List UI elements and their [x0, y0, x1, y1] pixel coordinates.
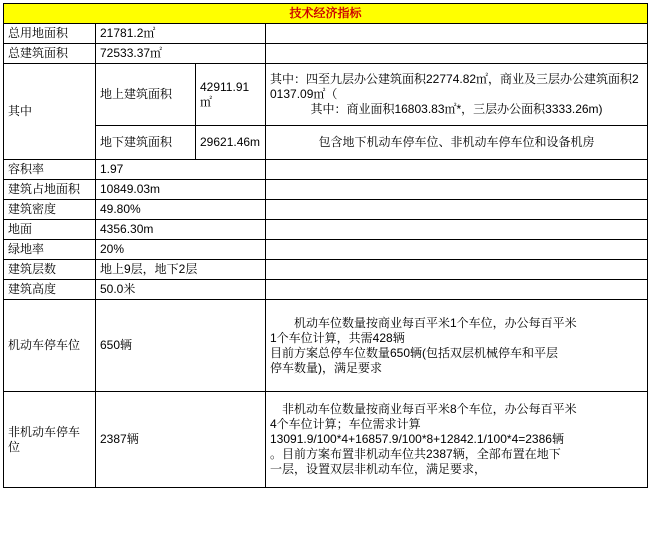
bike-parking-note-line-3: 13091.9/100*4+16857.9/100*8+12842.1/100*4=2386辆: [270, 432, 564, 446]
car-parking-note: [266, 300, 648, 392]
building-floors-note: [266, 260, 648, 280]
car-parking-value: 650辆: [96, 300, 266, 392]
above-ground-area-label: 地上建筑面积: [96, 64, 196, 126]
table-row: [4, 126, 648, 160]
below-ground-area-value: 29621.46m: [196, 126, 266, 160]
bike-parking-note-line-5: 一层，设置双层非机动车位，满足要求，: [270, 462, 487, 476]
ground-area-note: [266, 220, 648, 240]
above-ground-note-line-1: 其中：四至九层办公建筑面积22774.82㎡，商业及三层办公建筑面积20137.09㎡（: [270, 72, 639, 101]
total-land-area-label: 总用地面积: [4, 24, 96, 44]
plot-ratio-value: 1.97: [96, 160, 266, 180]
car-parking-label: 机动车停车位: [4, 300, 96, 392]
table-row: [4, 300, 648, 392]
table-row: [4, 200, 648, 220]
table-row: [4, 160, 648, 180]
table-row: [4, 240, 648, 260]
total-building-area-label: 总建筑面积: [4, 44, 96, 64]
ground-area-label: 地面: [4, 220, 96, 240]
plot-ratio-note: [266, 160, 648, 180]
bike-parking-value: 2387辆: [96, 392, 266, 488]
table-row: [4, 260, 648, 280]
building-footprint-value: 10849.03m: [96, 180, 266, 200]
building-floors-value: 地上9层，地下2层: [96, 260, 266, 280]
total-land-area-note: [266, 24, 648, 44]
building-density-note: [266, 200, 648, 220]
building-floors-label: 建筑层数: [4, 260, 96, 280]
table-row: [4, 280, 648, 300]
table-title-row: [4, 4, 648, 24]
below-ground-area-note: 包含地下机动车停车位、非机动车停车位和设备机房: [266, 126, 648, 160]
below-ground-area-label: 地下建筑面积: [96, 126, 196, 160]
table-row: [4, 180, 648, 200]
car-parking-note-line-1: 机动车位数量按商业每百平米1个车位，办公每百平米: [294, 315, 577, 330]
green-ratio-value: 20%: [96, 240, 266, 260]
car-parking-note-line-3: 目前方案总停车位数量650辆(包括双层机械停车和平层: [270, 345, 559, 360]
table-row: [4, 392, 648, 488]
car-parking-note-line-4: 停车数量)，满足要求: [270, 360, 382, 375]
building-density-label: 建筑密度: [4, 200, 96, 220]
total-land-area-value: 21781.2㎡: [96, 24, 266, 44]
table-row: [4, 64, 648, 126]
bike-parking-note-line-4: 。目前方案布置非机动车位共2387辆，全部布置在地下: [270, 447, 561, 461]
table-row: [4, 44, 648, 64]
total-building-area-note: [266, 44, 648, 64]
above-ground-area-value: 42911.91㎡: [196, 64, 266, 126]
building-height-label: 建筑高度: [4, 280, 96, 300]
above-ground-note-line-2: 其中：商业面积16803.83㎡*，三层办公面积3333.26m): [310, 102, 603, 116]
car-parking-note-line-2: 1个车位计算，共需428辆: [270, 330, 405, 345]
page-title: 技术经济指标: [4, 4, 648, 24]
green-ratio-note: [266, 240, 648, 260]
bike-parking-label: 非机动车停车位: [4, 392, 96, 488]
building-footprint-note: [266, 180, 648, 200]
building-height-note: [266, 280, 648, 300]
ground-area-value: 4356.30m: [96, 220, 266, 240]
green-ratio-label: 绿地率: [4, 240, 96, 260]
table-row: [4, 220, 648, 240]
building-density-value: 49.80%: [96, 200, 266, 220]
technical-economic-indicators-table: [3, 3, 648, 488]
table-row: [4, 24, 648, 44]
breakdown-label: 其中: [4, 64, 96, 160]
total-building-area-value: 72533.37㎡: [96, 44, 266, 64]
bike-parking-note: [266, 392, 648, 488]
bike-parking-note-line-2: 4个车位计算；车位需求计算: [270, 417, 421, 431]
bike-parking-note-line-1: 非机动车位数量按商业每百平米8个车位，办公每百平米: [282, 402, 577, 416]
plot-ratio-label: 容积率: [4, 160, 96, 180]
above-ground-area-note: [266, 64, 648, 126]
building-height-value: 50.0米: [96, 280, 266, 300]
building-footprint-label: 建筑占地面积: [4, 180, 96, 200]
